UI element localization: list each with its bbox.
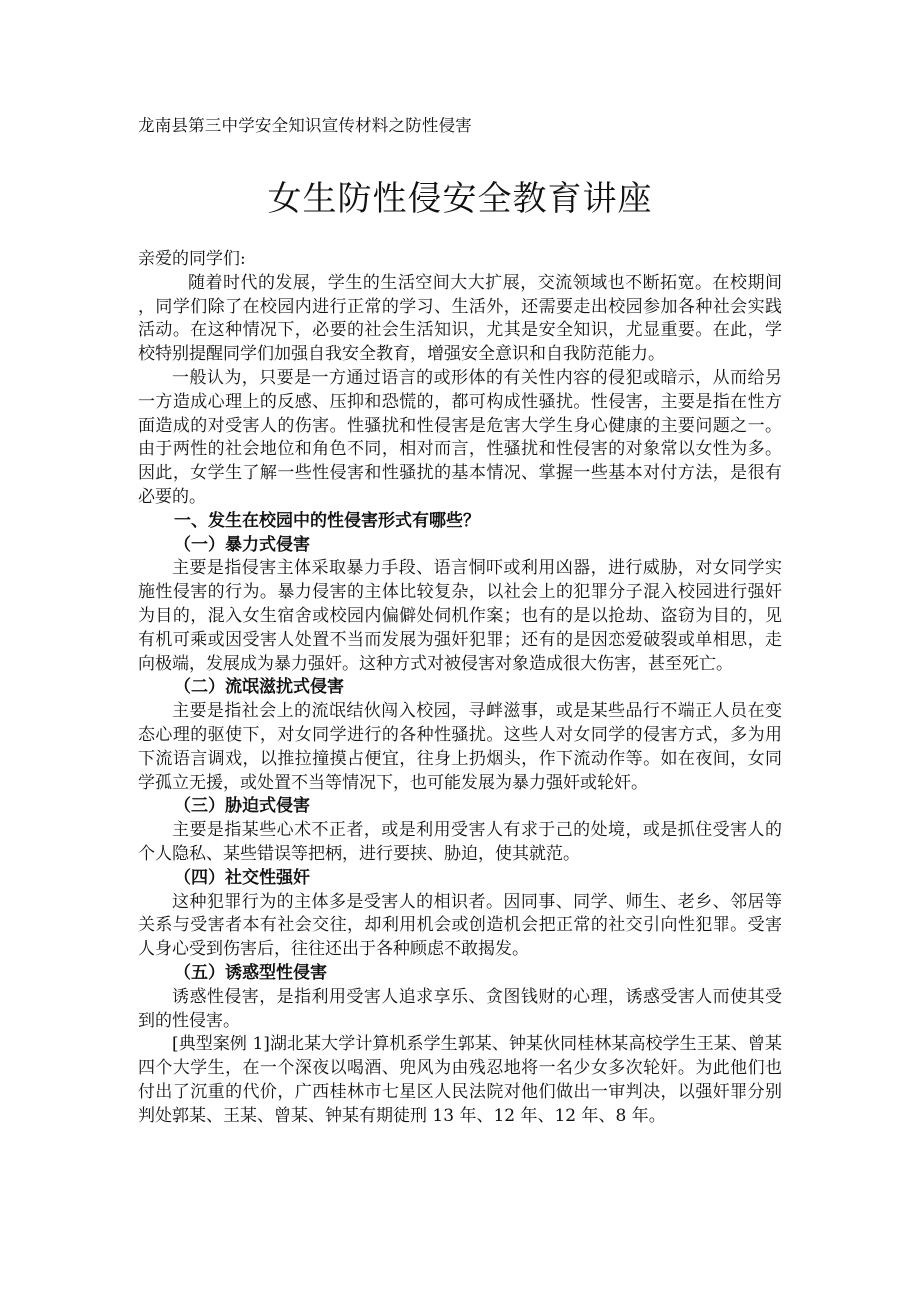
subsection-text-coercion: 主要是指某些心术不正者，或是利用受害人有求于己的处境，或是抓住受害人的个人隐私、某些错误等把柄，进行要挟、胁迫，使其就范。: [138, 820, 782, 864]
greeting-line: 亲爱的同学们:: [138, 249, 246, 269]
subsection-text-violent: 主要是指侵害主体采取暴力手段、语言恫吓或利用凶器，进行威胁，对女同学实施性侵害的行为。暴力侵害的主体比较复杂，以社会上的犯罪分子混入校园进行强奸为目的，混入女生宿舍或校园内偏僻处伺机作案；也有的是以抢劫、盗窃为目的，见有机可乘或因受害人处置不当而发展为强奸犯罪；还有的是因恋爱破裂或单相思，走向极端，发展成为暴力强奸。这种方式对被侵害对象造成很大伤害，甚至死亡。: [138, 558, 782, 674]
subsection-heading-harassment: （二）流氓滋扰式侵害: [174, 677, 344, 698]
document-body: [138, 248, 782, 1128]
document-header: 龙南县第三中学安全知识宣传材料之防性侵害: [138, 116, 472, 135]
subsection-heading-enticement: （五）诱惑型性侵害: [174, 962, 327, 983]
subsection-text-enticement: 诱惑性侵害，是指利用受害人追求享乐、贪图钱财的心理，诱惑受害人而使其受到的性侵害。: [138, 986, 782, 1031]
subsection-heading-coercion: （三）胁迫式侵害: [174, 796, 310, 817]
definition-paragraph: 一般认为，只要是一方通过语言的或形体的有关性内容的侵犯或暗示，从而给另一方造成心理上的反感、压抑和恐慌的，都可构成性骚扰。性侵害，主要是指在性方面造成的对受害人的伤害。性骚扰和性侵害是危害大学生身心健康的主要问题之一。由于两性的社会地位和角色不同，相对而言，性骚扰和性侵害的对象常以女性为多。因此，女学生了解一些性侵害和性骚扰的基本情况、掌握一些基本对付方法，是很有必要的。: [138, 367, 782, 507]
document-title: 女生防性侵安全教育讲座: [267, 179, 653, 219]
subsection-text-harassment: 主要是指社会上的流氓结伙闯入校园，寻衅滋事，或是某些品行不端正人员在变态心理的驱使下，对女同学进行的各种性骚扰。这些人对女同学的侵害方式，多为用下流语言调戏，以推拉撞摸占便宜，往身上扔烟头，作下流动作等。如在夜间，女同学孤立无援，或处置不当等情况下，也可能发展为暴力强奸或轮奸。: [138, 701, 782, 793]
section-heading: 一、发生在校园中的性侵害形式有哪些？: [174, 510, 480, 531]
subsection-text-social: 这种犯罪行为的主体多是受害人的相识者。因同事、同学、师生、老乡、邻居等关系与受害者本有社会交往，却利用机会或创造机会把正常的社交引向性犯罪。受害人身心受到伤害后，往往还出于各种顾虑不敢揭发。: [138, 891, 782, 960]
case-study-paragraph: [典型案例 1]湖北某大学计算机系学生郭某、钟某伙同桂林某高校学生王某、曾某四个大学生，在一个深夜以喝酒、兜风为由残忍地将一名少女多次轮奸。为此他们也付出了沉重的代价，广西桂林市七星区人民法院对他们做出一审判决，以强奸罪分别判处郭某、王某、曾某、钟某有期徒刑 13 年、12 年、12 年、8 年。: [138, 1034, 782, 1126]
intro-paragraph: 随着时代的发展，学生的生活空间大大扩展，交流领域也不断拓宽。在校期间，同学们除了在校园内进行正常的学习、生活外，还需要走出校园参加各种社会实践活动。在这种情况下，必要的社会生活知识，尤其是安全知识，尤显重要。在此，学校特别提醒同学们加强自我安全教育，增强安全意识和自我防范能力。: [138, 272, 782, 365]
subsection-heading-violent: （一）暴力式侵害: [174, 534, 310, 555]
subsection-heading-social: （四）社交性强奸: [174, 867, 310, 888]
